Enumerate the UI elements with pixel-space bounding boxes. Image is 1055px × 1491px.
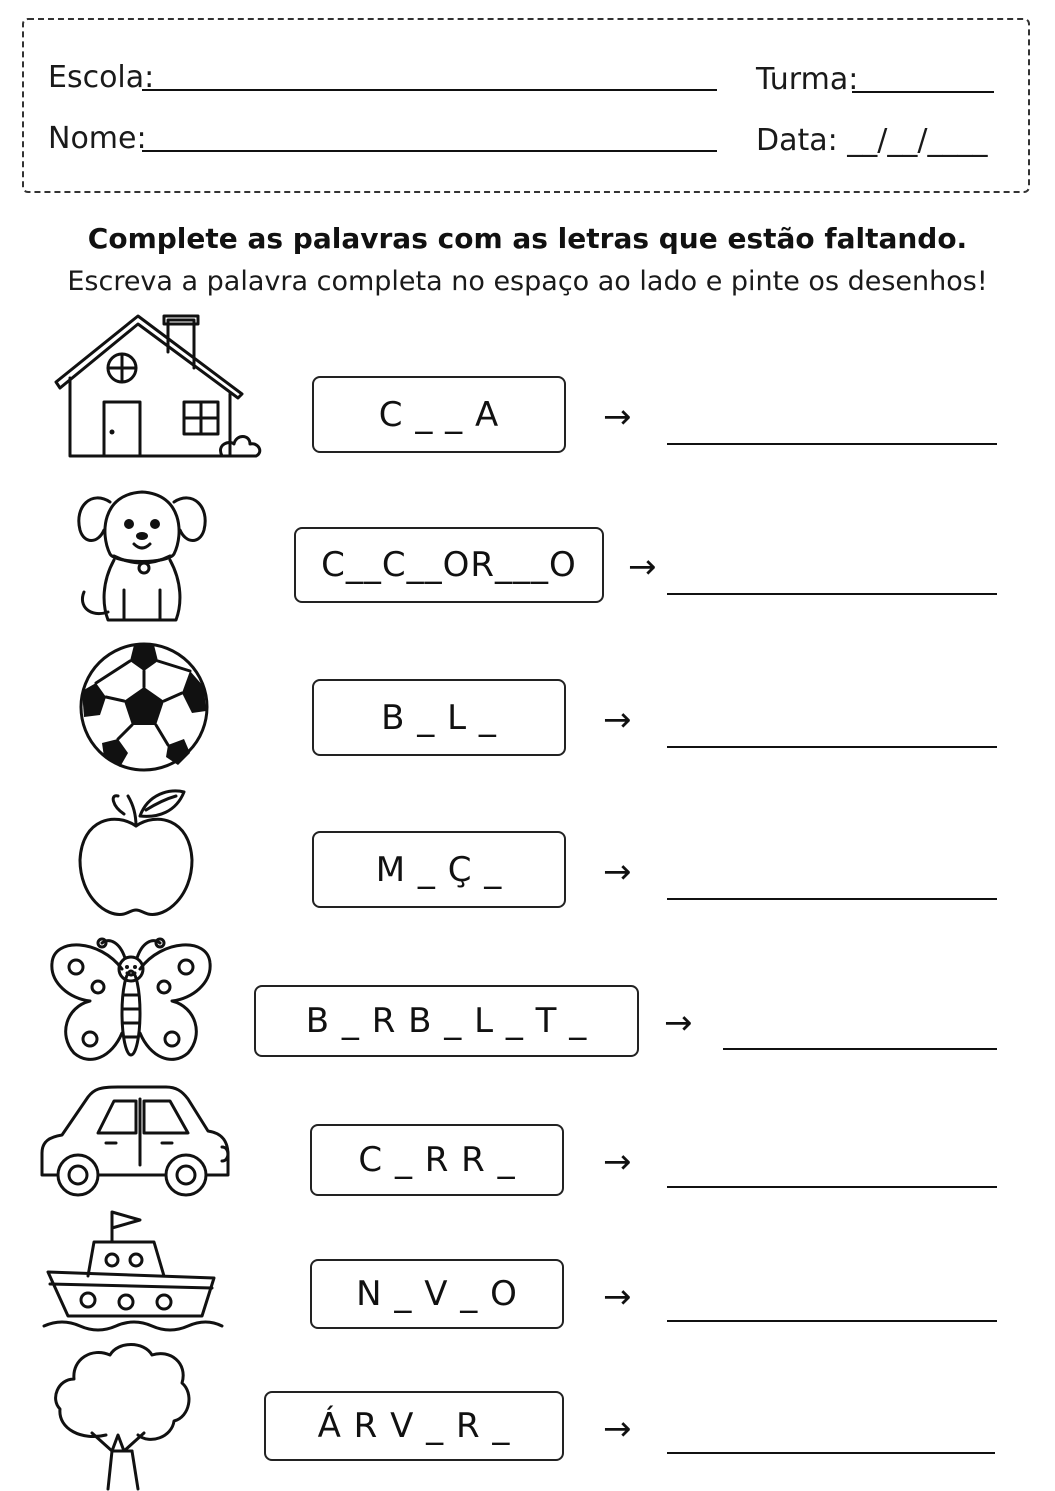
house-icon: [52, 312, 252, 462]
word-pattern-casa: C _ _ A: [312, 376, 566, 453]
class-field[interactable]: [852, 91, 994, 93]
class-label: Turma:: [756, 62, 859, 97]
answer-line[interactable]: [667, 443, 997, 445]
arrow-icon: →: [664, 1003, 693, 1043]
arrow-icon: →: [603, 1277, 632, 1317]
boat-icon: [42, 1208, 227, 1333]
school-label: Escola:: [48, 60, 155, 95]
car-icon: [38, 1085, 233, 1200]
arrow-icon: →: [603, 397, 632, 437]
name-field[interactable]: [142, 150, 717, 152]
tree-icon: [52, 1341, 194, 1489]
word-pattern-cachorro: C__C__OR___O: [294, 527, 604, 603]
answer-line[interactable]: [667, 1452, 995, 1454]
arrow-icon: →: [628, 547, 657, 587]
word-pattern-navio: N _ V _ O: [310, 1259, 564, 1329]
school-field[interactable]: [142, 89, 717, 91]
apple-icon: [76, 786, 196, 921]
answer-line[interactable]: [667, 1320, 997, 1322]
word-pattern-bola: B _ L _: [312, 679, 566, 756]
answer-line[interactable]: [667, 593, 997, 595]
word-pattern-carro: C _ R R _: [310, 1124, 564, 1196]
instructions-title: Complete as palavras com as letras que estão faltando.: [87, 222, 968, 255]
butterfly-icon: [50, 933, 212, 1068]
instructions-subtitle: Escreva a palavra completa no espaço ao lado e pinte os desenhos!: [67, 266, 988, 297]
arrow-icon: →: [603, 852, 632, 892]
date-label[interactable]: Data: __/__/____: [756, 123, 988, 158]
answer-line[interactable]: [667, 898, 997, 900]
word-pattern-borboleta: B _ R B _ L _ T _: [254, 985, 639, 1057]
arrow-icon: →: [603, 1142, 632, 1182]
name-label: Nome:: [48, 121, 147, 156]
word-pattern-arvore: Á R V _ R _: [264, 1391, 564, 1461]
word-pattern-maca: M _ Ç _: [312, 831, 566, 908]
arrow-icon: →: [603, 700, 632, 740]
answer-line[interactable]: [667, 1186, 997, 1188]
student-info-box: [22, 18, 1030, 193]
answer-line[interactable]: [723, 1048, 997, 1050]
answer-line[interactable]: [667, 746, 997, 748]
dog-icon: [72, 472, 212, 627]
soccer-ball-icon: [78, 641, 210, 773]
arrow-icon: →: [603, 1409, 632, 1449]
